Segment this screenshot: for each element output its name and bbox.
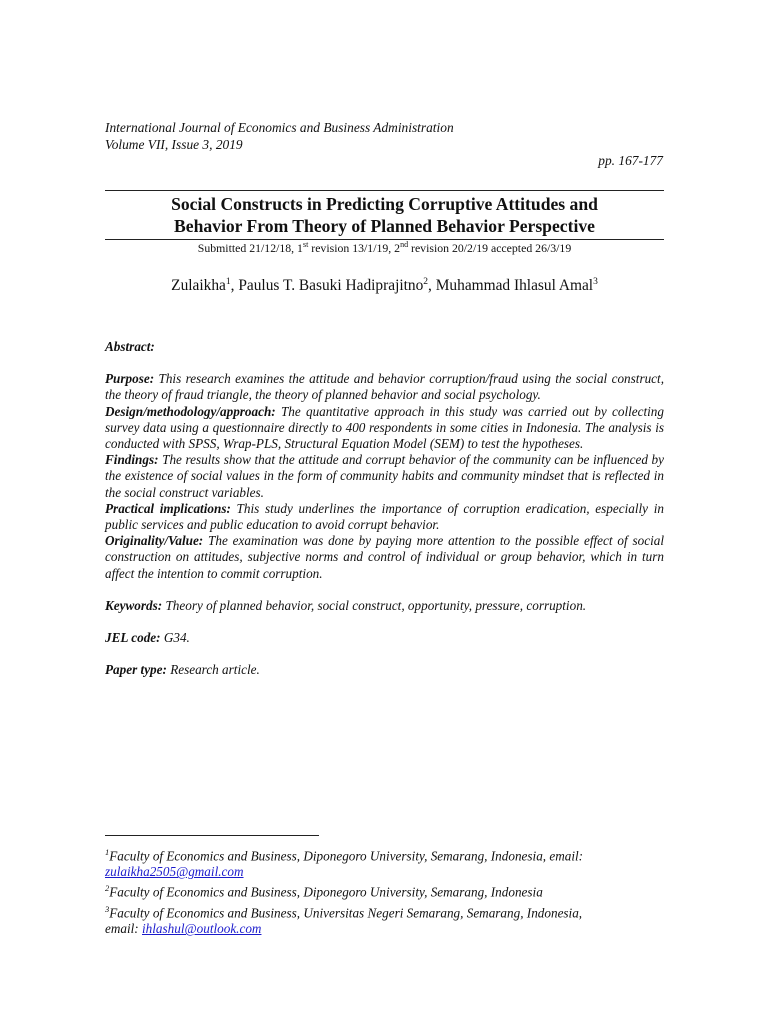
keywords: Keywords: Theory of planned behavior, social construct, opportunity, pressure, corruption. [105, 597, 587, 613]
abstract-purpose: Purpose: This research examines the attitude and behavior corruption/fraud using the social construct, the theory of fraud triangle, the theory of planned behavior and social psychology. [105, 371, 664, 403]
email-link-1[interactable]: zulaikha2505@gmail.com [105, 864, 244, 880]
title-line-1: Social Constructs in Predicting Corruptive Attitudes and [171, 194, 598, 214]
author-list: Zulaikha$^1$, Paulus T. Basuki Hadiprajitno$^2$, Muhammad Ihlasul Amal$^3$ [171, 277, 598, 295]
abstract-heading: Abstract: [105, 339, 155, 354]
journal-name: International Journal of Economics and Business Administration [105, 120, 454, 135]
abstract-findings: Findings: The results show that the attitude and corrupt behavior of the community can be influenced by the existence of social values in the form of community habits and community mindset that is reflected in the social construct variables. [105, 452, 664, 500]
footnote-rule [105, 835, 319, 836]
title-line-2: Behavior From Theory of Planned Behavior Perspective [174, 216, 595, 236]
author-name: Paulus T. Basuki Hadiprajitno [238, 277, 424, 295]
jel-code: JEL code: G34. [105, 630, 190, 646]
footnote-1: $^1$Faculty of Economics and Business, Diponegoro University, Semarang, Indonesia, email: [105, 847, 584, 864]
title-top-rule [105, 190, 664, 191]
footnote-3: $^3$Faculty of Economics and Business, Universitas Negeri Semarang, Semarang, Indonesia, [105, 903, 583, 921]
author-name: Zulaikha [171, 277, 226, 295]
footnote-2: $^2$Faculty of Economics and Business, Diponegoro University, Semarang, Indonesia [105, 883, 543, 900]
journal-header [105, 119, 454, 153]
journal-volume: Volume VII, Issue 3, 2019 [105, 137, 243, 152]
page-range: pp. 167-177 [598, 153, 663, 168]
paper-type: Paper type: Research article. [105, 662, 260, 678]
author-name: Muhammad Ihlasul Amal [435, 277, 594, 295]
submission-dates: Submitted 21/12/18, 1st revision 13/1/19, 2nd revision 20/2/19 accepted 26/3/19 [197, 240, 572, 255]
abstract-design: Design/methodology/approach: The quantitative approach in this study was carried out by collecting survey data using a questionnaire directly to 400 respondents in some cities in Indonesia. The analysis is conducted with SPSS, Wrap-PLS, Structural Equation Model (SEM) to test the hypotheses. [105, 403, 664, 452]
abstract-practical: Practical implications: This study underlines the importance of corruption eradication, especially in public services and public education to avoid corrupt behavior. [105, 500, 664, 533]
abstract-section [105, 339, 664, 678]
paper-title [105, 193, 664, 237]
abstract-originality: Originality/Value: The examination was done by paying more attention to the possible effect of social construction on attitudes, subjective norms and control of individual or group behavior, which in turn affect the intention to commit corruption. [105, 533, 664, 581]
footnotes: $^1$Faculty of Economics and Business, Diponegoro University, Semarang, Indonesia, email: zulaikha2505@gmail.com $^2$Faculty of Economics and Business, Diponegoro University, Semarang, Indonesia $^3$Faculty of Economics and Business, Universitas Negeri Semarang, Semarang, Indonesia, email: ihlashul@outlook.com [105, 844, 664, 937]
email-link-3[interactable]: ihlashul@outlook.com [142, 921, 262, 937]
